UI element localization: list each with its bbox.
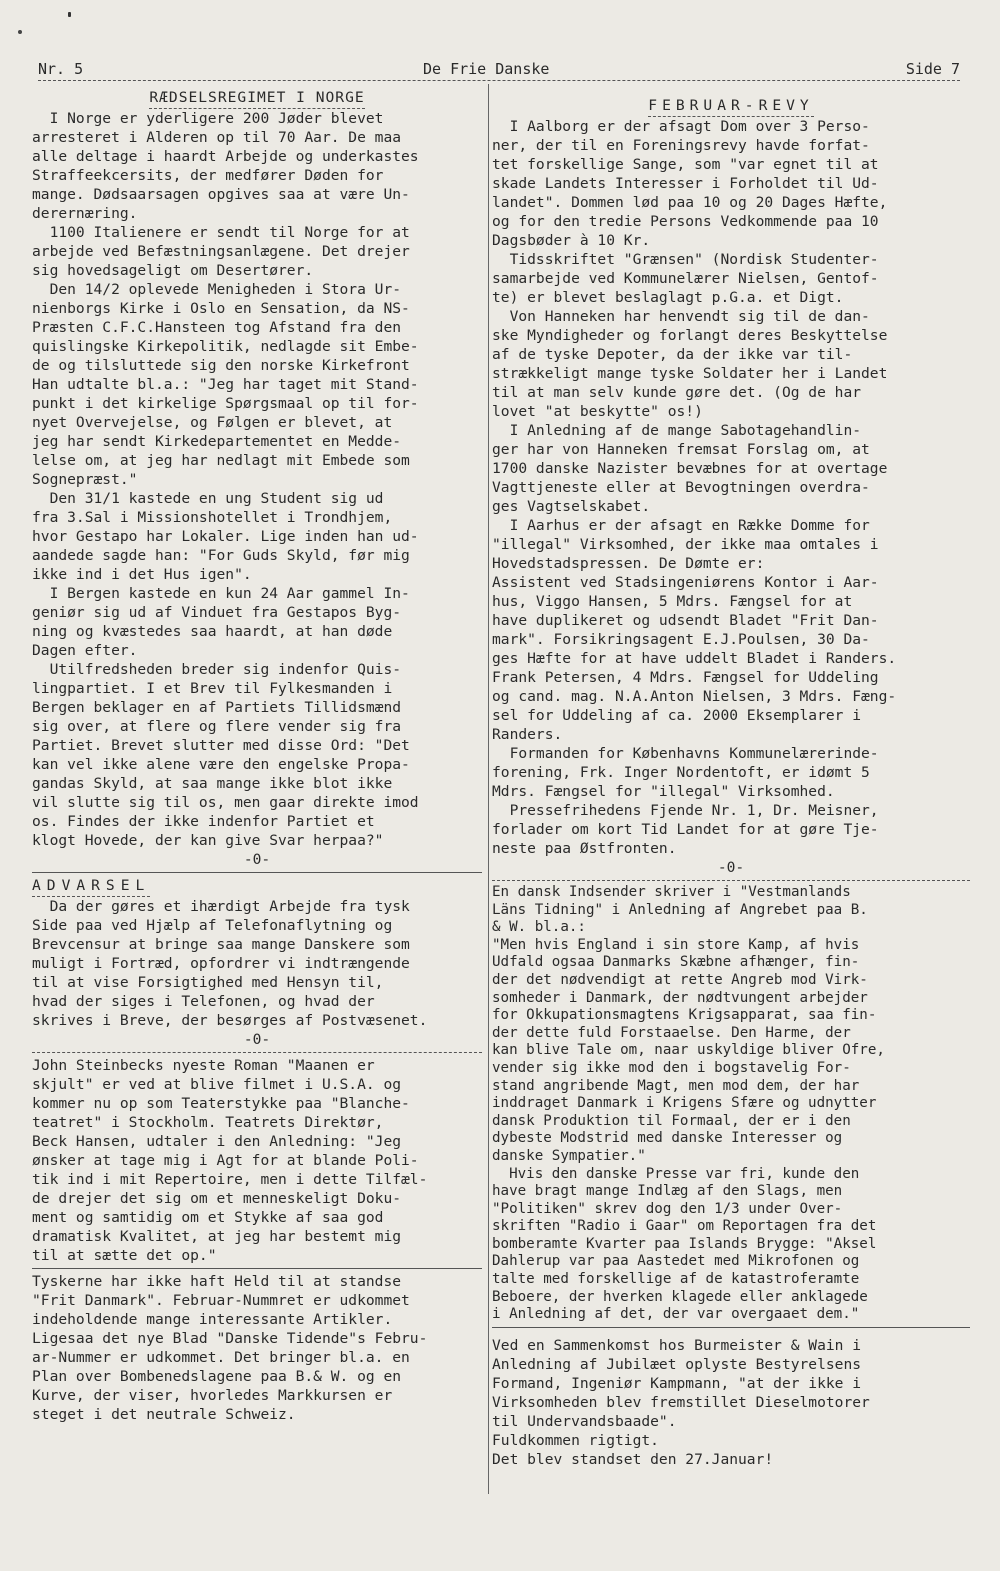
text-line: Udfald ogsaa Danmarks Skæbne afhænger, fin-	[492, 954, 860, 971]
text-line: talte med forskellige af de katastroferamte	[492, 1271, 860, 1288]
text-line: I Aalborg er der afsagt Dom over 3 Perso-	[492, 118, 870, 135]
text-line: ner, der til en Foreningsrevy havde forfat-	[492, 137, 870, 154]
text-line: og for den tredie Persons Vedkommende paa 10	[492, 213, 879, 230]
text-line: Hovedstadspressen. De Dømte er:	[492, 555, 765, 572]
article-tyskerne	[32, 1272, 482, 1424]
text-line: danske Sympatier."	[492, 1147, 646, 1164]
text-line: derernæring.	[32, 205, 138, 222]
text-line: af de tyske Depoter, da der ikke var til-	[492, 346, 853, 363]
article-steinbeck	[32, 1056, 482, 1265]
text-line: inddraget Danmark i Krigens Sfære og udnytter	[492, 1095, 877, 1112]
issue-number: Nr. 5	[38, 60, 84, 78]
text-line: Fuldkommen rigtigt.	[492, 1431, 659, 1449]
text-line: sig over, at flere og flere vender sig fra	[32, 718, 402, 735]
text-line: ning og kvæstedes saa haardt, at han døde	[32, 623, 393, 640]
text-line: "Frit Danmark". Februar-Nummret er udkommet	[32, 1292, 410, 1309]
text-line: Dagen efter.	[32, 642, 138, 659]
text-line: jeg har sendt Kirkedepartementet en Medde-	[32, 433, 402, 450]
left-column	[32, 88, 482, 1424]
text-line: nienborgs Kirke i Oslo en Sensation, da NS-	[32, 300, 410, 317]
text-line: te) er blevet beslaglagt p.G.a. et Digt.	[492, 289, 844, 306]
text-line: Randers.	[492, 726, 563, 743]
text-line: & W. bl.a.:	[492, 919, 586, 936]
ink-speck	[68, 12, 71, 17]
header-rule	[38, 80, 960, 81]
text-line: Tyskerne har ikke haft Held til at standse	[32, 1273, 402, 1290]
text-line: i Anledning af det, der var overgaaet dem."	[492, 1306, 860, 1323]
text-line: Beck Hansen, udtaler i den Anledning: "Jeg	[32, 1133, 402, 1150]
text-line: Anledning af Jubilæet oplyste Bestyrelsens	[492, 1355, 862, 1373]
text-line: Formand, Ingeniør Kampmann, "at der ikke i	[492, 1374, 862, 1392]
text-line: Formanden for Københavns Kommunelærerinde-	[492, 745, 879, 762]
text-line: for Okkupationsmagtens Krigsapparat, saa fin-	[492, 1007, 877, 1024]
article-body	[32, 897, 482, 1030]
text-line: neste paa Østfronten.	[492, 840, 677, 857]
article-title: RÆDSELSREGIMET I NORGE	[149, 88, 364, 109]
text-line: steget i det neutrale Schweiz.	[32, 1406, 296, 1423]
article-advarsel	[32, 876, 482, 897]
text-line: strækkeligt mange tyske Soldater her i Landet	[492, 365, 888, 382]
text-line: til at sætte det op."	[32, 1247, 217, 1264]
text-line: sig hovedsageligt om Desertører.	[32, 262, 314, 279]
text-line: Mdrs. Fængsel for "illegal" Virksomhed.	[492, 783, 835, 800]
text-line: arbejde ved Befæstningsanlægene. Det drejer	[32, 243, 410, 260]
text-line: punkt i det kirkelige Spørgsmaal op til for-	[32, 395, 419, 412]
text-line: quislingske Kirkepolitik, nedlagde sit Embe-	[32, 338, 419, 355]
text-line: kan blive Tale om, naar uskyldige bliver Ofre,	[492, 1042, 885, 1059]
text-line: Side paa ved Hjælp af Telefonaflytning og	[32, 917, 393, 934]
text-line: hus, Viggo Hansen, 5 Mdrs. Fængsel for at	[492, 593, 853, 610]
text-line: Vagttjeneste eller at Bevogtningen overdra-	[492, 479, 870, 496]
text-line: Kurve, der viser, hvorledes Markkursen er	[32, 1387, 393, 1404]
text-line: ges Vagtselskabet.	[492, 498, 651, 515]
text-line: forlader om kort Tid Landet for at gøre Tje-	[492, 821, 879, 838]
separator-mark: -0-	[243, 1031, 271, 1048]
text-line: Det blev standset den 27.Januar!	[492, 1450, 774, 1468]
text-line: I Anledning af de mange Sabotagehandlin-	[492, 422, 862, 439]
text-line: ikke ind i det Hus igen".	[32, 566, 252, 583]
section-rule	[32, 1268, 482, 1269]
article-indsender	[492, 884, 970, 1324]
page-number: Side 7	[905, 60, 960, 78]
text-line: forening, Frk. Inger Nordentoft, er idømt 5	[492, 764, 870, 781]
text-line: Bergen beklager en af Partiets Tillidsmænd	[32, 699, 402, 716]
text-line: 1100 Italienere er sendt til Norge for at	[32, 224, 410, 241]
page-header	[38, 60, 960, 82]
text-line: ges Hæfte for at have uddelt Bladet i Randers.	[492, 650, 897, 667]
separator-mark: -0-	[717, 859, 745, 876]
text-line: Partiet. Brevet slutter med disse Ord: "Det	[32, 737, 410, 754]
text-line: aandede sagde han: "For Guds Skyld, før mig	[32, 547, 410, 564]
text-line: til Undervandsbaade".	[492, 1412, 677, 1430]
article-title: FEBRUAR-REVY	[648, 96, 813, 117]
text-line: samarbejde ved Kommunelærer Nielsen, Gentof-	[492, 270, 879, 287]
text-line: "illegal" Virksomhed, der ikke maa omtales i	[492, 536, 879, 553]
text-line: gandas Skyld, at saa mange ikke blot ikke	[32, 775, 393, 792]
text-line: vil slutte sig til os, men gaar direkte imod	[32, 794, 419, 811]
text-line: nyet Overvejelse, og Følgen er blevet, at	[32, 414, 393, 431]
text-line: Straffeekcersits, der medfører Døden for	[32, 167, 384, 184]
text-line: de drejer det sig om et menneskeligt Doku-	[32, 1190, 402, 1207]
text-line: "Politiken" skrev dog den 1/3 under Over-	[492, 1200, 843, 1217]
text-line: tet forskellige Sange, som "var egnet til at	[492, 156, 879, 173]
text-line: Tidsskriftet "Grænsen" (Nordisk Studenter-	[492, 251, 879, 268]
text-line: hvad der siges i Telefonen, og hvad der	[32, 993, 375, 1010]
text-line: der det nødvendigt at rette Angreb mod Virk-	[492, 971, 868, 988]
text-line: geniør sig ud af Vinduet fra Gestapos Byg-	[32, 604, 402, 621]
text-line: Pressefrihedens Fjende Nr. 1, Dr. Meisner,	[492, 802, 879, 819]
text-line: Den 14/2 oplevede Menigheden i Stora Ur-	[32, 281, 402, 298]
text-line: stand angribende Magt, men mod dem, der har	[492, 1077, 860, 1094]
text-line: somheder i Danmark, der nødtvungent arbejder	[492, 989, 868, 1006]
text-line: lingpartiet. I et Brev til Fylkesmanden i	[32, 680, 393, 697]
text-line: lovet "at beskytte" os!)	[492, 403, 703, 420]
article-body	[32, 109, 482, 850]
text-line: bomberamte Kvarter paa Islands Brygge: "Aksel	[492, 1235, 877, 1252]
text-line: John Steinbecks nyeste Roman "Maanen er	[32, 1057, 375, 1074]
article-norge	[32, 88, 482, 109]
text-line: skriften "Radio i Gaar" om Reportagen fra det	[492, 1218, 877, 1235]
text-line: der dette fuld Forstaaelse. Den Harme, der	[492, 1024, 851, 1041]
text-line: hvor Gestapo har Lokaler. Lige inden han ud-	[32, 528, 419, 545]
text-line: Dahlerup var paa Aastedet med Mikrofonen og	[492, 1253, 860, 1270]
text-line: have duplikeret og udsendt Bladet "Frit Dan-	[492, 612, 879, 629]
text-line: ger har von Hanneken fremsat Forslag om, at	[492, 441, 870, 458]
text-line: Frank Petersen, 4 Mdrs. Fængsel for Uddeling	[492, 669, 879, 686]
text-line: kommer nu op som Teaterstykke paa "Blanche-	[32, 1095, 410, 1112]
text-line: sel for Uddeling af ca. 2000 Eksemplarer i	[492, 707, 862, 724]
text-line: I Norge er yderligere 200 Jøder blevet	[32, 110, 384, 127]
text-line: ar-Nummer er udkommet. Det bringer bl.a. en	[32, 1349, 410, 1366]
text-line: Von Hanneken har henvendt sig til de dan-	[492, 308, 870, 325]
text-line: Ved en Sammenkomst hos Burmeister & Wain i	[492, 1336, 862, 1354]
text-line: Utilfredsheden breder sig indenfor Quis-	[32, 661, 402, 678]
text-line: ment og samtidig om et Stykke af saa god	[32, 1209, 384, 1226]
section-rule	[492, 880, 970, 881]
text-line: Assistent ved Stadsingeniørens Kontor i Aar-	[492, 574, 879, 591]
text-line: Plan over Bombenedslagene paa B.& W. og en	[32, 1368, 402, 1385]
text-line: til at vise Forsigtighed med Hensyn til,	[32, 974, 384, 991]
text-line: Beboere, der hverken klagede eller anklagede	[492, 1288, 868, 1305]
text-line: ønsker at tage mig i Agt for at blande Poli-	[32, 1152, 419, 1169]
text-line: Läns Tidning" i Anledning af Angrebet paa B.	[492, 901, 868, 918]
article-revy	[492, 96, 970, 117]
text-line: ske Myndigheder og forlangt deres Beskyttelse	[492, 327, 888, 344]
text-line: skjult" er ved at blive filmet i U.S.A. og	[32, 1076, 402, 1093]
text-line: Sognepræst."	[32, 471, 138, 488]
text-line: 1700 danske Nazister bevæbnes for at overtage	[492, 460, 888, 477]
separator-mark: -0-	[243, 851, 271, 868]
text-line: have bragt mange Indlæg af den Slags, men	[492, 1183, 843, 1200]
right-column	[492, 96, 970, 1469]
text-line: og cand. mag. N.A.Anton Nielsen, 3 Mdrs. Fæng-	[492, 688, 897, 705]
text-line: skrives i Breve, der besørges af Postvæsenet.	[32, 1012, 428, 1029]
text-line: landet". Dommen lød paa 10 og 20 Dages Hæfte,	[492, 194, 888, 211]
text-line: kan vel ikke alene være den engelske Propa-	[32, 756, 410, 773]
text-line: alle deltage i haardt Arbejde og underkastes	[32, 148, 419, 165]
section-rule	[492, 1327, 970, 1328]
text-line: Virksomheden blev fremstillet Dieselmotorer	[492, 1393, 870, 1411]
section-rule	[32, 1052, 482, 1053]
article-title: ADVARSEL	[32, 876, 150, 897]
text-line: de og tilsluttede sig den norske Kirkefront	[32, 357, 410, 374]
text-line: Den 31/1 kastede en ung Student sig ud	[32, 490, 384, 507]
text-line: I Aarhus er der afsagt en Række Domme for	[492, 517, 870, 534]
text-line: "Men hvis England i sin store Kamp, af hvis	[492, 936, 860, 953]
section-rule	[32, 872, 482, 873]
ink-speck	[18, 30, 22, 34]
article-bw	[492, 1336, 970, 1469]
text-line: I Bergen kastede en kun 24 Aar gammel In-	[32, 585, 410, 602]
text-line: teatret" i Stockholm. Teatrets Direktør,	[32, 1114, 384, 1131]
text-line: mange. Dødsaarsagen opgives saa at være Un-	[32, 186, 410, 203]
text-line: dansk Produktion til Formaal, der er i den	[492, 1112, 851, 1129]
column-divider	[488, 84, 489, 1494]
text-line: Brevcensur at bringe saa mange Danskere som	[32, 936, 410, 953]
text-line: Ligesaa det nye Blad "Danske Tidende"s Febru-	[32, 1330, 428, 1347]
text-line: lelse om, at jeg har nedlagt mit Embede som	[32, 452, 410, 469]
article-body	[492, 117, 970, 858]
text-line: Præsten C.F.C.Hansteen tog Afstand fra den	[32, 319, 402, 336]
text-line: mark". Forsikringsagent E.J.Poulsen, 30 Da-	[492, 631, 870, 648]
text-line: arresteret i Alderen op til 70 Aar. De maa	[32, 129, 402, 146]
text-line: til at man selv kunde gøre det. (Og de har	[492, 384, 862, 401]
publication-title: De Frie Danske	[423, 60, 550, 78]
text-line: tik ind i mit Repertoire, men i dette Tilfæl-	[32, 1171, 428, 1188]
text-line: Han udtalte bl.a.: "Jeg har taget mit Stand-	[32, 376, 419, 393]
text-line: klogt Hovede, der kan give Svar herpaa?"	[32, 832, 384, 849]
text-line: indeholdende mange interessante Artikler.	[32, 1311, 393, 1328]
text-line: En dansk Indsender skriver i "Vestmanlands	[492, 884, 851, 900]
text-line: vender sig ikke mod den i bogstavelig For-	[492, 1059, 851, 1076]
text-line: Dagsbøder à 10 Kr.	[492, 232, 651, 249]
text-line: os. Findes der ikke indenfor Partiet et	[32, 813, 375, 830]
text-line: dramatisk Kvalitet, at jeg har bestemt mig	[32, 1228, 402, 1245]
text-line: Da der gøres et ihærdigt Arbejde fra tysk	[32, 898, 410, 915]
text-line: dybeste Modstrid med danske Interesser og	[492, 1130, 843, 1147]
text-line: skade Landets Interesser i Forholdet til Ud-	[492, 175, 879, 192]
text-line: Hvis den danske Presse var fri, kunde den	[492, 1165, 860, 1182]
text-line: fra 3.Sal i Missionshotellet i Trondhjem,	[32, 509, 393, 526]
text-line: muligt i Fortræd, opfordrer vi indtrængende	[32, 955, 410, 972]
